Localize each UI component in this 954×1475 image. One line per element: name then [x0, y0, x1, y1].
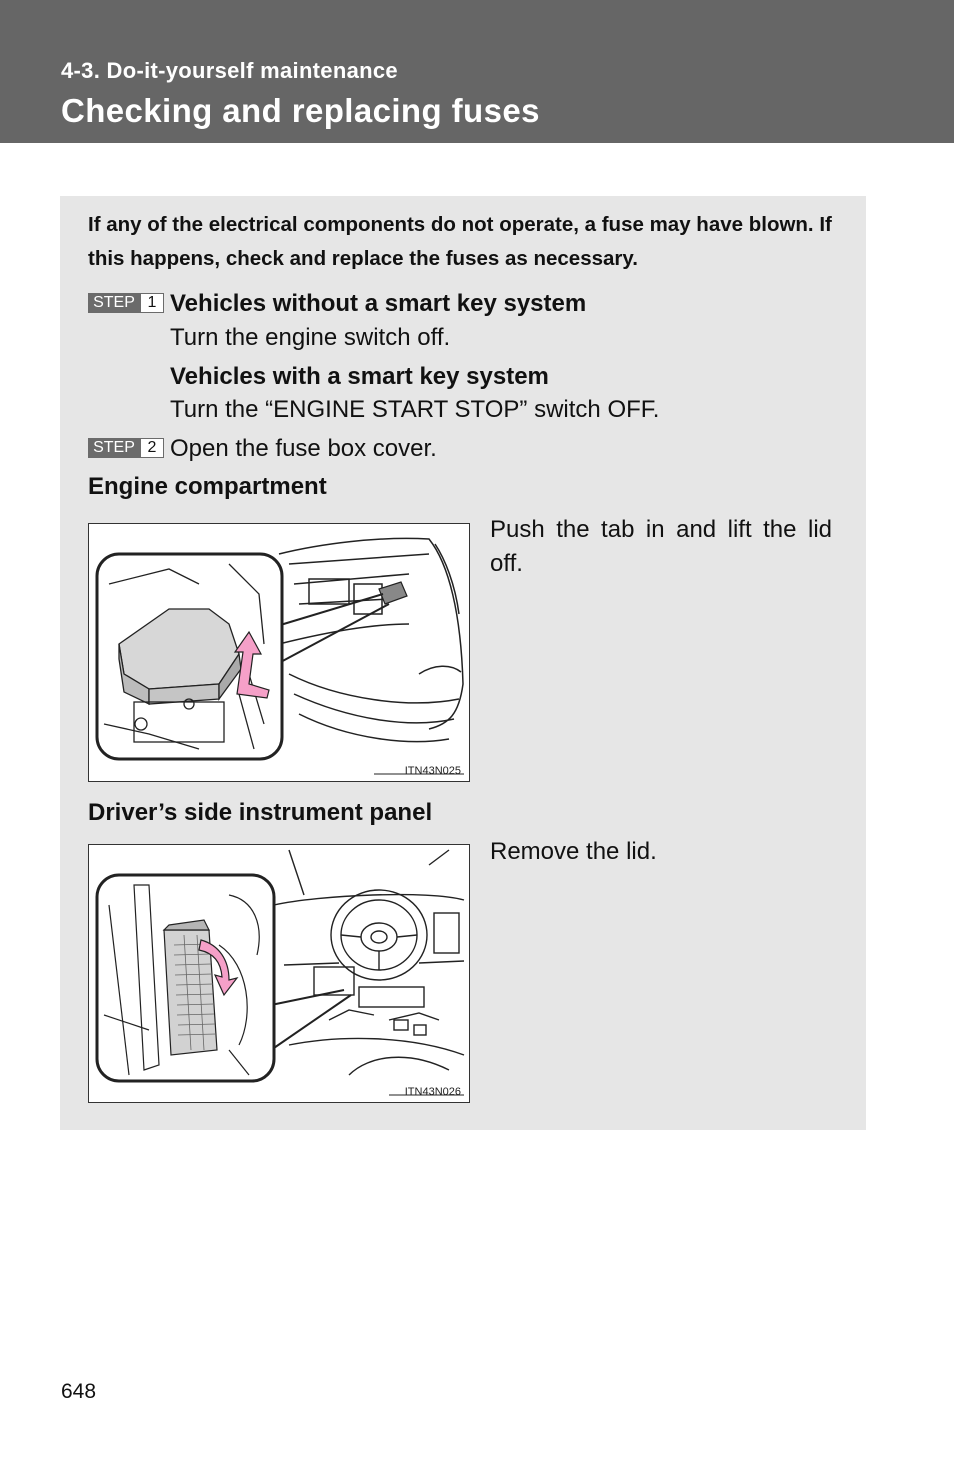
page-number: 648: [61, 1380, 97, 1403]
step-1-text-no-smart-key: Turn the engine switch off.: [170, 324, 451, 351]
page-title: Checking and replacing fuses: [61, 92, 540, 129]
step-number: 1: [140, 293, 164, 313]
step-number: 2: [140, 438, 164, 458]
step-1-heading-no-smart-key: Vehicles without a smart key system: [170, 290, 587, 317]
intro-text: If any of the electrical components do not operate, a fuse may have blown. If this happens, check and replace the fuses as necessary.: [88, 213, 832, 270]
figure-code: ITN43N026: [404, 1086, 461, 1098]
step-label: STEP: [88, 438, 140, 458]
instrument-panel-figure: [88, 844, 470, 1103]
engine-compartment-heading: Engine compartment: [88, 473, 327, 500]
engine-compartment-description: Push the tab in and lift the lid off.: [490, 516, 832, 577]
step-1-heading-smart-key: Vehicles with a smart key system: [170, 363, 549, 390]
step-2-text: Open the fuse box cover.: [170, 435, 437, 462]
instrument-panel-illustration: [89, 845, 469, 1102]
page-header: [0, 0, 954, 143]
engine-compartment-figure: [88, 523, 470, 782]
section-title: 4-3. Do-it-yourself maintenance: [61, 58, 398, 83]
figure-code: ITN43N025: [404, 765, 461, 777]
step-1-text-smart-key: Turn the “ENGINE START STOP” switch OFF.: [170, 396, 660, 423]
step-label: STEP: [88, 293, 140, 313]
instrument-panel-description: Remove the lid.: [490, 838, 657, 865]
engine-compartment-illustration: [89, 524, 469, 781]
instrument-panel-heading: Driver’s side instrument panel: [88, 799, 433, 826]
